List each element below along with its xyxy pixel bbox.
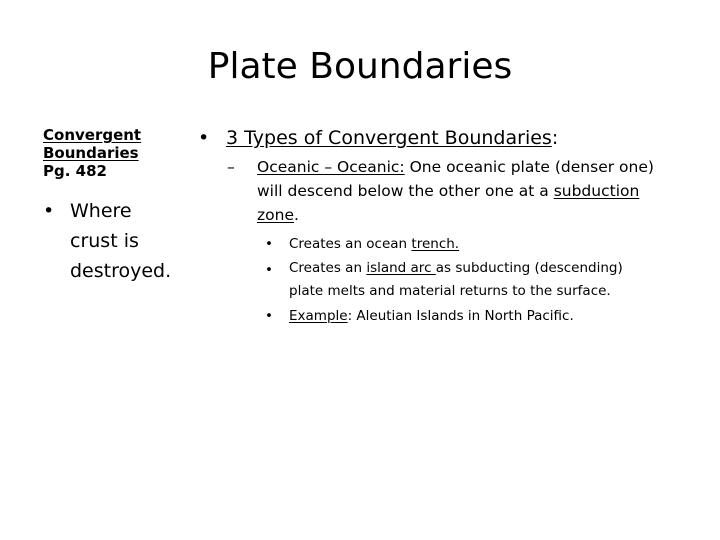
- level2-line-3-period: .: [293, 206, 299, 224]
- example-line: [289, 303, 698, 329]
- slide-title: Plate Boundaries: [207, 46, 513, 87]
- convergent-types-heading: 3 Types of Convergent Boundaries: [226, 127, 552, 149]
- level2-dash-item: [227, 155, 698, 227]
- level2-line-1: [257, 155, 698, 179]
- dash-icon: –: [227, 158, 235, 176]
- left-bullet-line-2: crust is: [70, 230, 139, 252]
- trench-term: trench.: [411, 236, 460, 252]
- level2-line-1-text: One oceanic plate (denser one): [404, 158, 654, 176]
- island-arc-text-c: as subducting (descending): [435, 260, 623, 276]
- side-heading: [43, 126, 183, 180]
- island-arc-term: island arc: [366, 260, 436, 276]
- left-column: [43, 126, 183, 286]
- level1-bullet-item: [198, 124, 698, 152]
- level2-line-3: [257, 203, 698, 227]
- level3-bullet-trench: [265, 231, 698, 257]
- trench-text: Creates an ocean: [289, 236, 412, 252]
- island-arc-text-a: Creates an: [289, 260, 367, 276]
- side-heading-line-2: Boundaries: [43, 144, 139, 162]
- subduction-term: subduction: [553, 182, 640, 200]
- level2-line-2: [257, 179, 698, 203]
- example-text: : Aleutian Islands in North Pacific.: [347, 308, 574, 324]
- main-column: [198, 124, 698, 329]
- bullet-icon: •: [198, 127, 210, 149]
- bullet-icon: •: [43, 200, 55, 222]
- bullet-icon: •: [265, 236, 273, 252]
- side-heading-line-1: Convergent: [43, 126, 142, 144]
- oceanic-oceanic-label: Oceanic – Oceanic:: [257, 158, 405, 176]
- island-arc-line-1: [289, 257, 698, 280]
- left-bullet-line-1: Where: [70, 200, 132, 222]
- level3-bullet-example: [265, 303, 698, 329]
- example-label: Example: [289, 308, 348, 324]
- island-arc-line-2: plate melts and material returns to the surface.: [289, 283, 611, 299]
- zone-term: zone: [257, 206, 294, 224]
- trench-line: [289, 231, 698, 257]
- level3-list: [265, 231, 698, 329]
- level3-bullet-island-arc: [265, 257, 698, 303]
- heading-colon: :: [551, 127, 559, 149]
- bullet-icon: •: [265, 262, 273, 278]
- left-bullet-line-3: destroyed.: [70, 260, 172, 282]
- page-reference: Pg. 482: [43, 162, 107, 180]
- left-bullet-item: [43, 196, 183, 286]
- bullet-icon: •: [265, 308, 273, 324]
- level2-line-2-text: will descend below the other one at a: [257, 182, 554, 200]
